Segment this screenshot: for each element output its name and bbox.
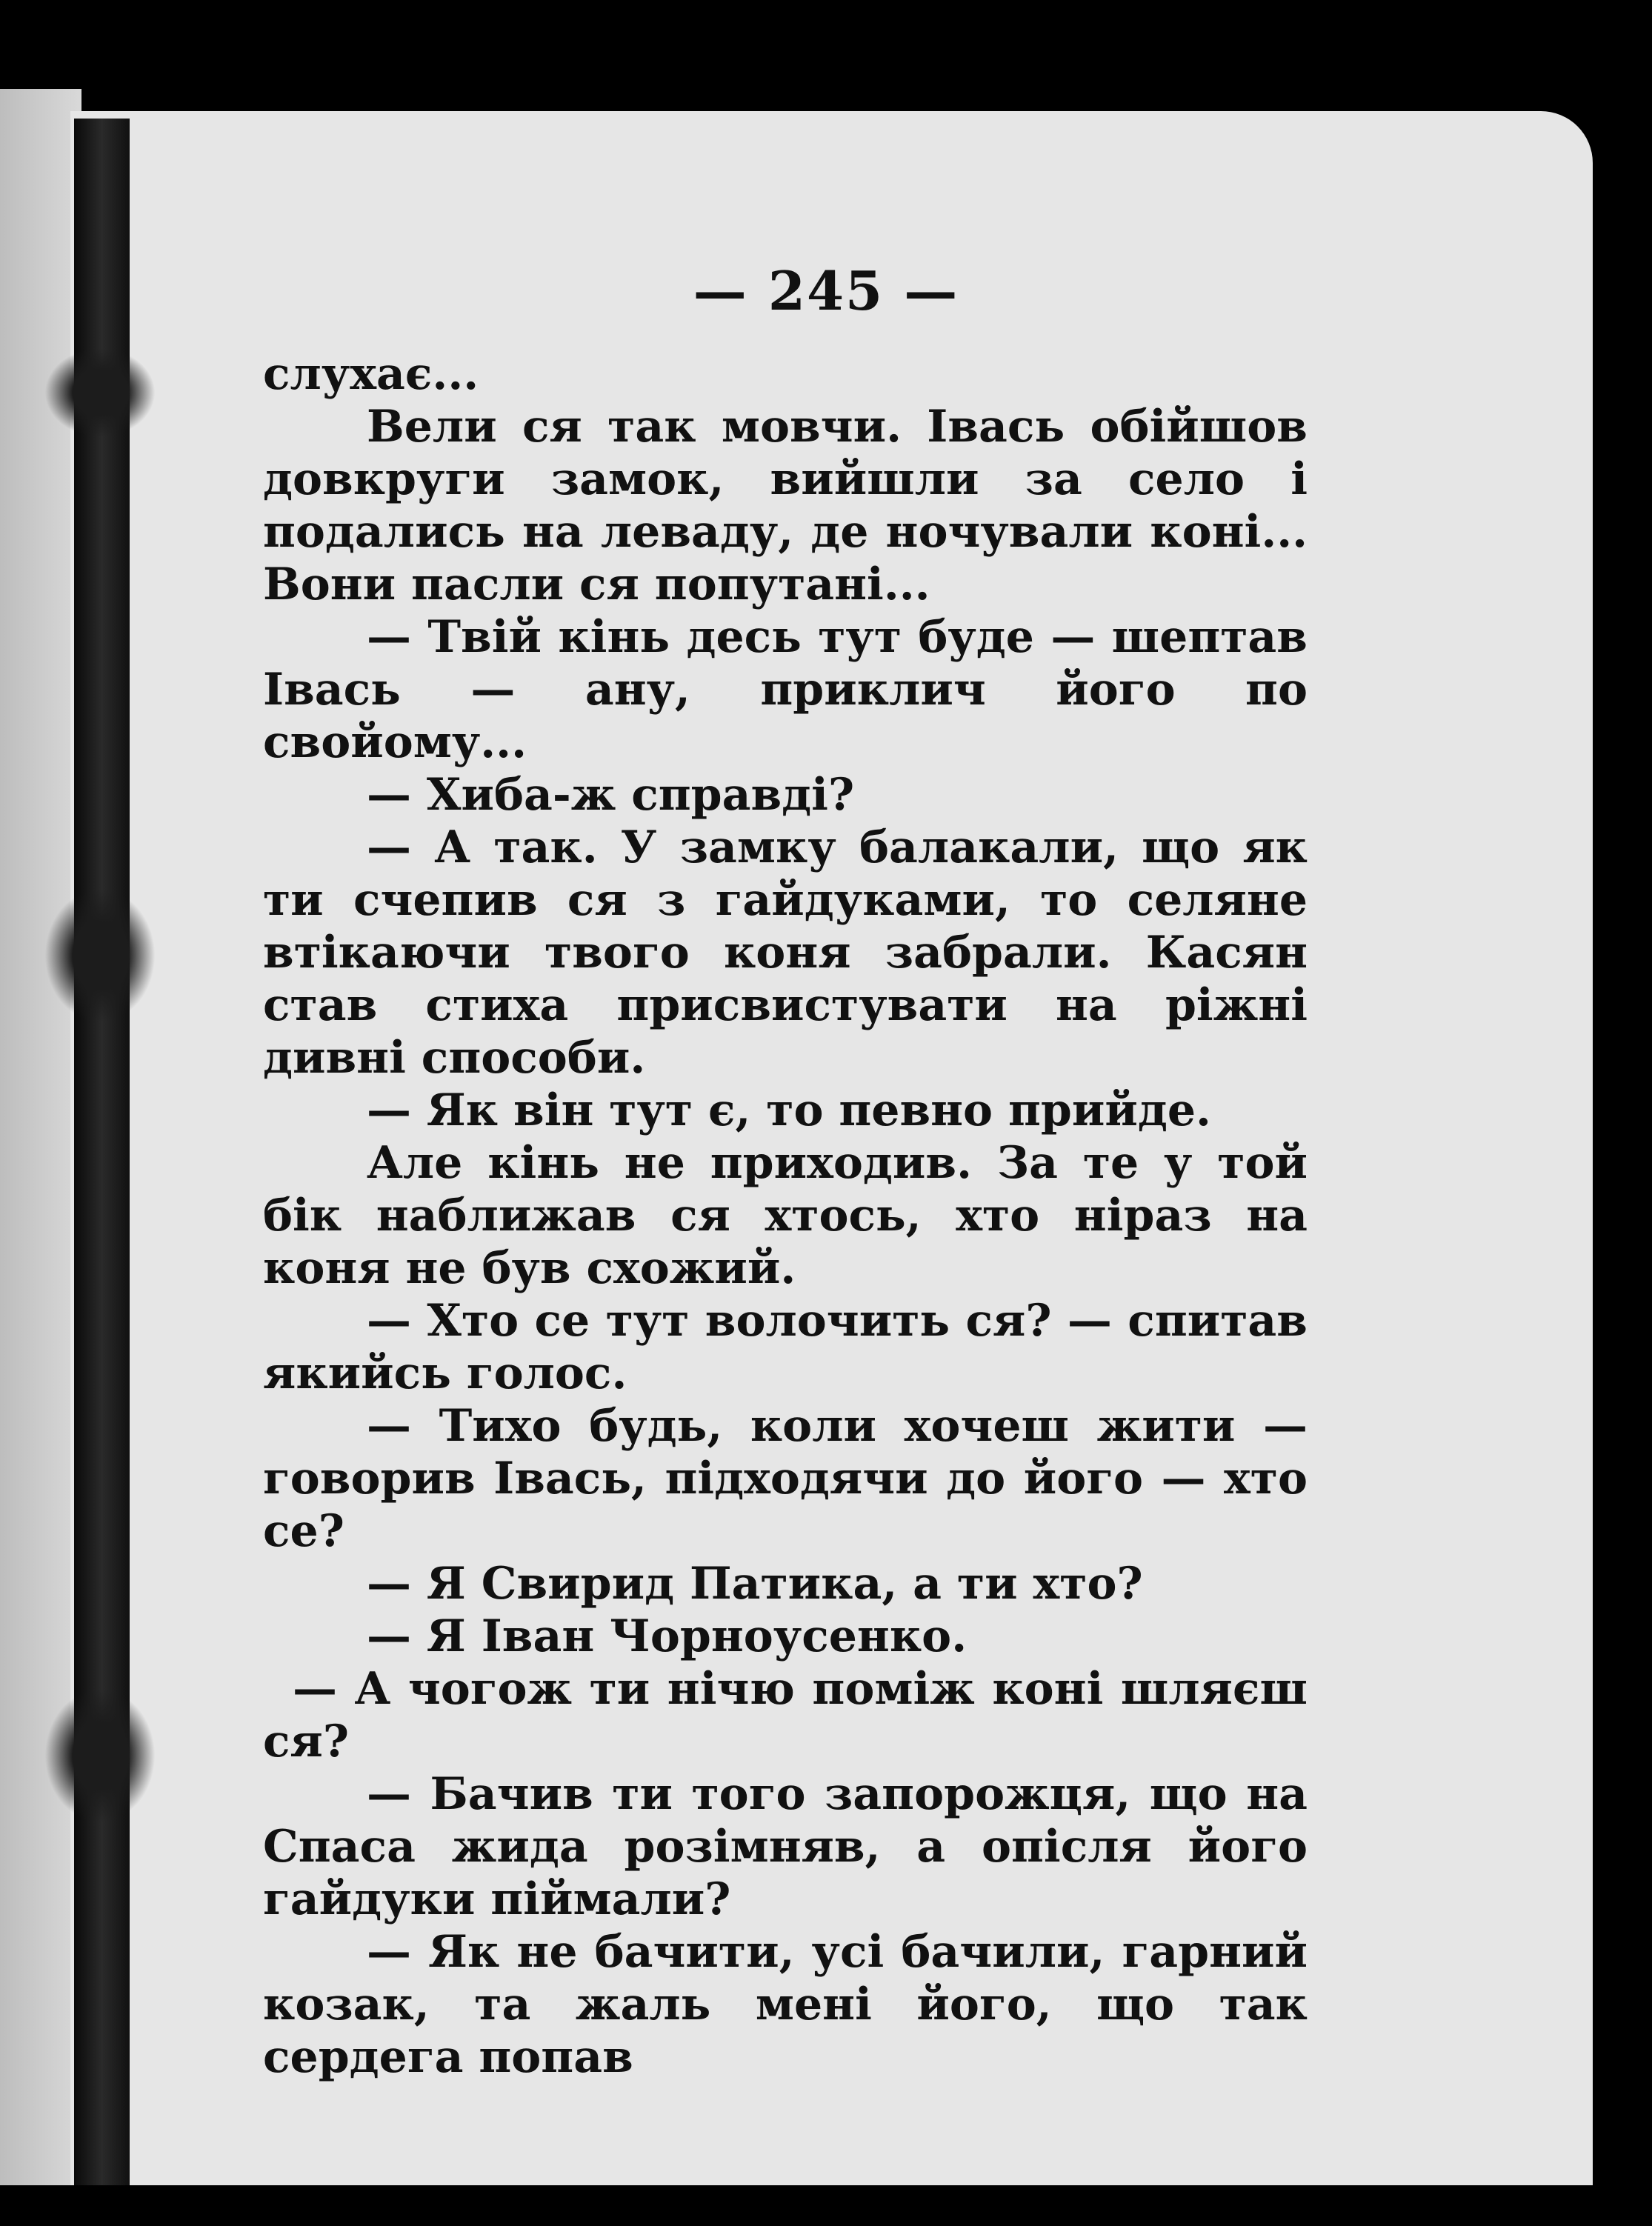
binding-stitch [44, 889, 156, 1022]
binding-stitch [44, 1689, 156, 1822]
paragraph: — Тихо будь, коли хочеш жити — говорив Івась, підходячи до його — хто се? [263, 1400, 1308, 1557]
binding-stitch [44, 348, 156, 437]
paragraph: — Хто се тут волочить ся? — спитав якийсь голос. [263, 1295, 1308, 1399]
page-text [263, 348, 1308, 2084]
paragraph: — Твій кінь десь тут буде — шептав Івась — ану, приклич його по свойому... [263, 611, 1308, 768]
paragraph: — А так. У замку балакали, що як ти счепив ся з гайдуками, то селяне втікаючи твого коня забрали. Касян став стиха присвистувати на ріжні дивні способи. [263, 822, 1308, 1084]
paragraph: — Я Свирид Патика, а ти хто? [367, 1558, 1143, 1610]
paragraph: — Хиба-ж справді? [367, 769, 855, 821]
page-number: — 245 — [693, 259, 959, 322]
paragraph: — Як він тут є, то певно прийде. [367, 1084, 1211, 1136]
paragraph: — Я Іван Чорноусенко. [367, 1610, 967, 1662]
paragraph: Але кінь не приходив. За те у той бік наближав ся хтось, хто ніраз на коня не був схожий. [263, 1137, 1308, 1294]
paragraph: — Бачив ти того запорожця, що на Спаса жида розімняв, а опісля його гайдуки піймали? [263, 1768, 1308, 1925]
paragraph: — Як не бачити, усі бачили, гарний козак, та жаль мені його, що так сердега попав [263, 1926, 1308, 2083]
paragraph: слухає... [263, 348, 479, 400]
paragraph: — А чогож ти нічю поміж коні шляєш ся? [263, 1663, 1308, 1767]
paragraph: Вели ся так мовчи. Івась обійшов довкруги замок, вийшли за село і подались на леваду, де ночували коні... Вони пасли ся попутані... [263, 401, 1308, 610]
